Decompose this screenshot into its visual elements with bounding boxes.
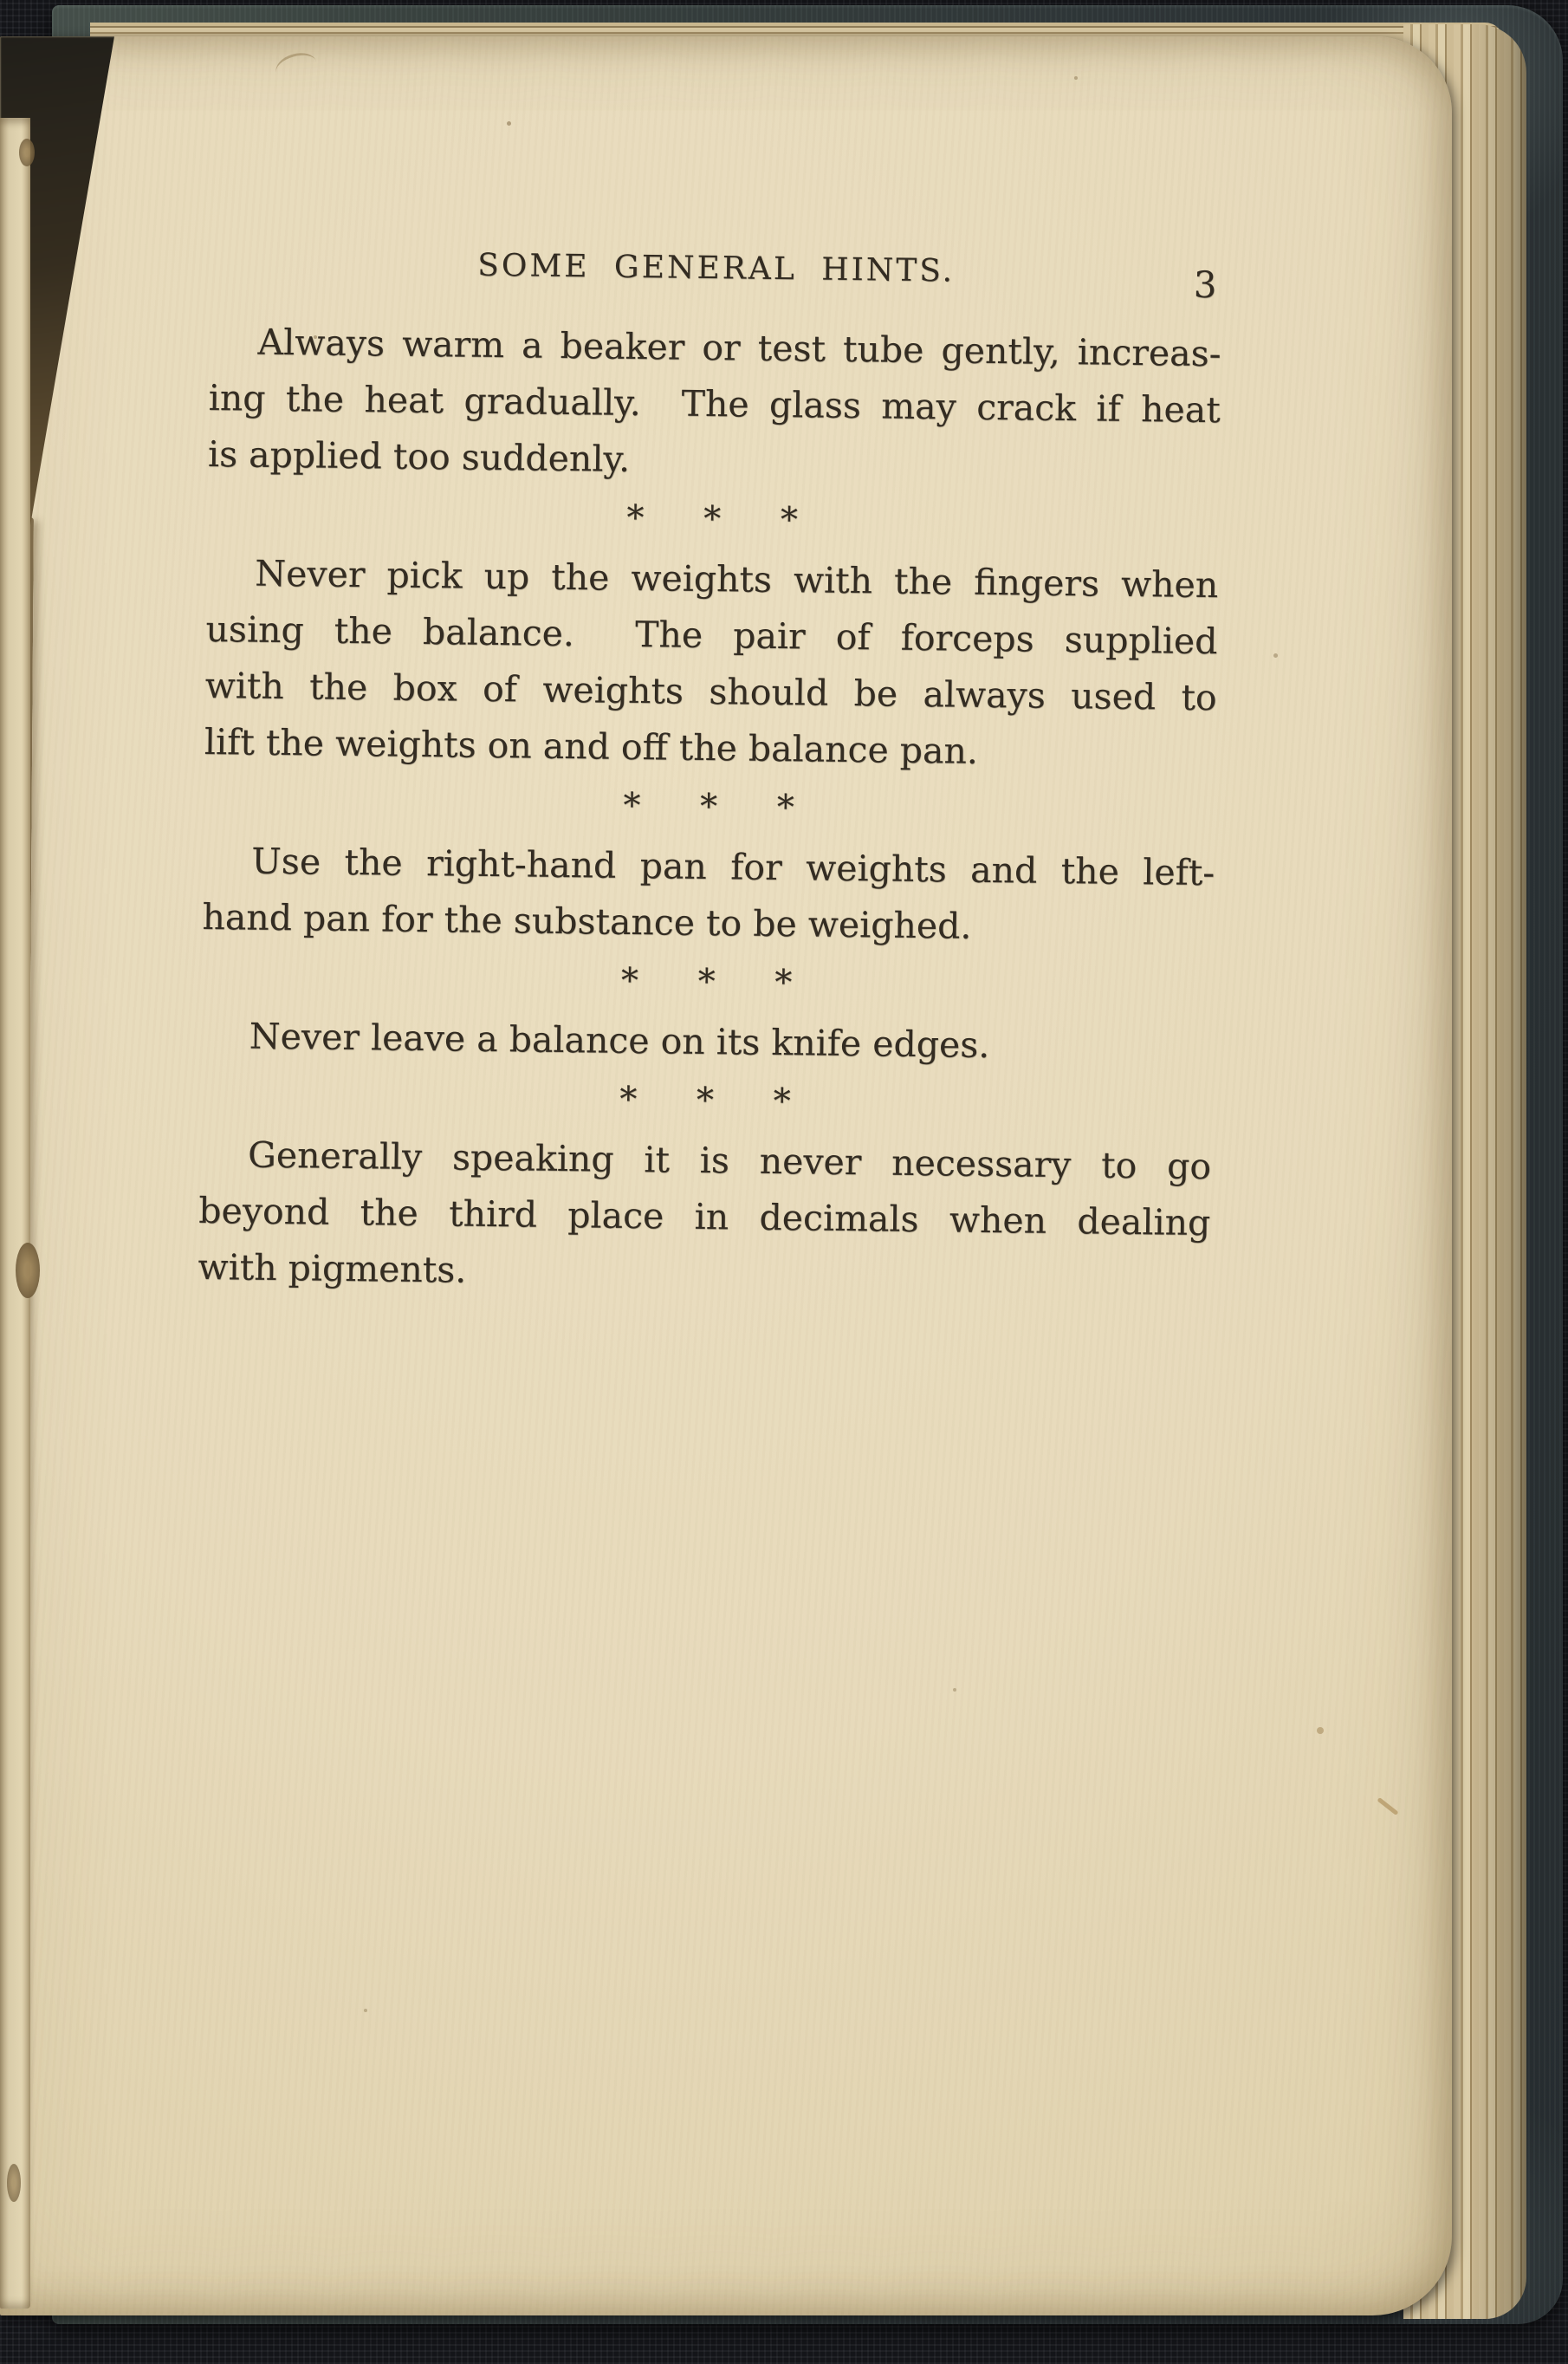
text-line: hand pan for the substance to be weighed.	[202, 895, 972, 947]
text-line: with the box of weights should be always used to	[204, 664, 1217, 719]
text-line: Always warm a beaker or test tube gently, increas-	[257, 321, 1221, 375]
text-line: Never pick up the weights with the fingers when	[255, 552, 1219, 607]
page-content	[198, 36, 1225, 1291]
page-number: 3	[1193, 263, 1217, 307]
paper-speck	[364, 2009, 367, 2012]
paper-scratch	[1377, 1797, 1398, 1815]
paper-blemish	[7, 2164, 21, 2202]
paper-speck	[953, 1688, 956, 1692]
running-header: SOME GENERAL HINTS.	[476, 247, 956, 289]
paper-speck	[1317, 1727, 1324, 1734]
text-line: lift the weights on and off the balance pan.	[204, 720, 979, 772]
text-line: beyond the third place in decimals when dealing	[198, 1189, 1211, 1244]
paper-blemish	[19, 139, 35, 166]
text-line: Never leave a balance on its knife edges.	[249, 1015, 990, 1067]
asterisk-divider: * * *	[623, 785, 797, 828]
paper-speck	[1074, 76, 1078, 80]
asterisk-divider: * * *	[620, 960, 794, 1003]
text-line: is applied too suddenly.	[207, 432, 631, 480]
asterisk-divider: * * *	[619, 1079, 793, 1122]
text-line: Use the right-hand pan for weights and the left-	[250, 840, 1215, 894]
text-line: Generally speaking it is never necessary to go	[247, 1133, 1212, 1188]
paper-speck	[1273, 653, 1278, 658]
text-line: ing the heat gradually. The glass may crack if heat	[208, 376, 1221, 432]
text-line: using the balance. The pair of forceps supplied	[205, 607, 1218, 663]
paper-speck	[507, 121, 511, 126]
text-line: with pigments.	[198, 1245, 467, 1291]
facing-page-edge	[0, 118, 30, 2309]
asterisk-divider: * * *	[626, 497, 800, 541]
text-block	[198, 314, 1221, 1308]
paper-fiber	[273, 49, 321, 86]
book-page	[0, 36, 1452, 2315]
paper-blemish	[16, 1243, 40, 1298]
